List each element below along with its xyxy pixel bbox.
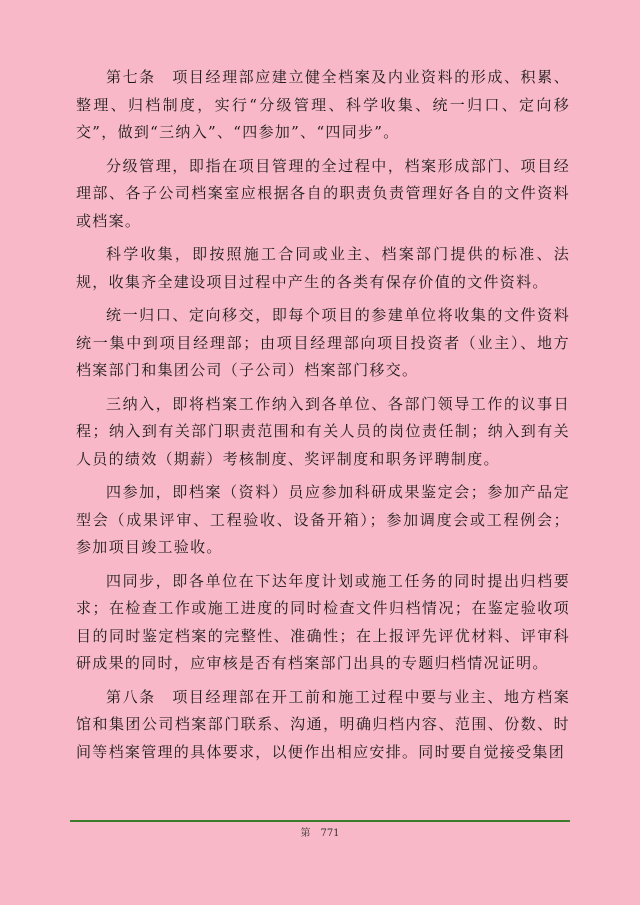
- paragraph-graded-management: 分级管理，即指在项目管理的全过程中，档案形成部门、项目经理部、各子公司档案室应根据各自的职责负责管理好各自的文件资料或档案。: [76, 156, 570, 230]
- paragraph-three-inclusions: 三纳入，即将档案工作纳入到各单位、各部门领导工作的议事日程；纳入到有关部门职责范围和有关人员的岗位责任制；纳入到有关人员的绩效（期薪）考核制度、奖评制度和职务评聘制度。: [76, 394, 570, 468]
- page-number: 第 771: [300, 828, 340, 839]
- footer-divider: [70, 820, 570, 822]
- paragraph-article-8: 第八条 项目经理部在开工前和施工过程中要与业主、地方档案馆和集团公司档案部门联系、沟通，明确归档内容、范围、份数、时间等档案管理的具体要求，以便作出相应安排。同时要自觉接受集团: [76, 687, 570, 761]
- paragraph-four-participations: 四参加，即档案（资料）员应参加科研成果鉴定会；参加产品定型会（成果评审、工程验收、设备开箱）；参加调度会或工程例会；参加项目竣工验收。: [76, 483, 570, 556]
- paragraph-unified-transfer: 统一归口、定向移交，即每个项目的参建单位将收集的文件资料统一集中到项目经理部；由项目经理部向项目投资者（业主）、地方档案部门和集团公司（子公司）档案部门移交。: [76, 306, 570, 379]
- document-body: [76, 64, 570, 772]
- paragraph-four-synchronizations: 四同步，即各单位在下达年度计划或施工任务的同时提出归档要求；在检查工作或施工进度的同时检查文件归档情况；在鉴定验收项目的同时鉴定档案的完整性、准确性；在上报评先评优材料、评审科研成果的同时，应审核是否有档案部门出具的专题归档情况证明。: [76, 571, 570, 672]
- paragraph-article-7: 第七条 项目经理部应建立健全档案及内业资料的形成、积累、整理、归档制度，实行“分级管理、科学收集、统一归口、定向移交”，做到“三纳入”、“四参加”、“四同步”。: [76, 68, 570, 141]
- paragraph-scientific-collection: 科学收集，即按照施工合同或业主、档案部门提供的标准、法规，收集齐全建设项目过程中产生的各类有保存价值的文件资料。: [76, 245, 570, 291]
